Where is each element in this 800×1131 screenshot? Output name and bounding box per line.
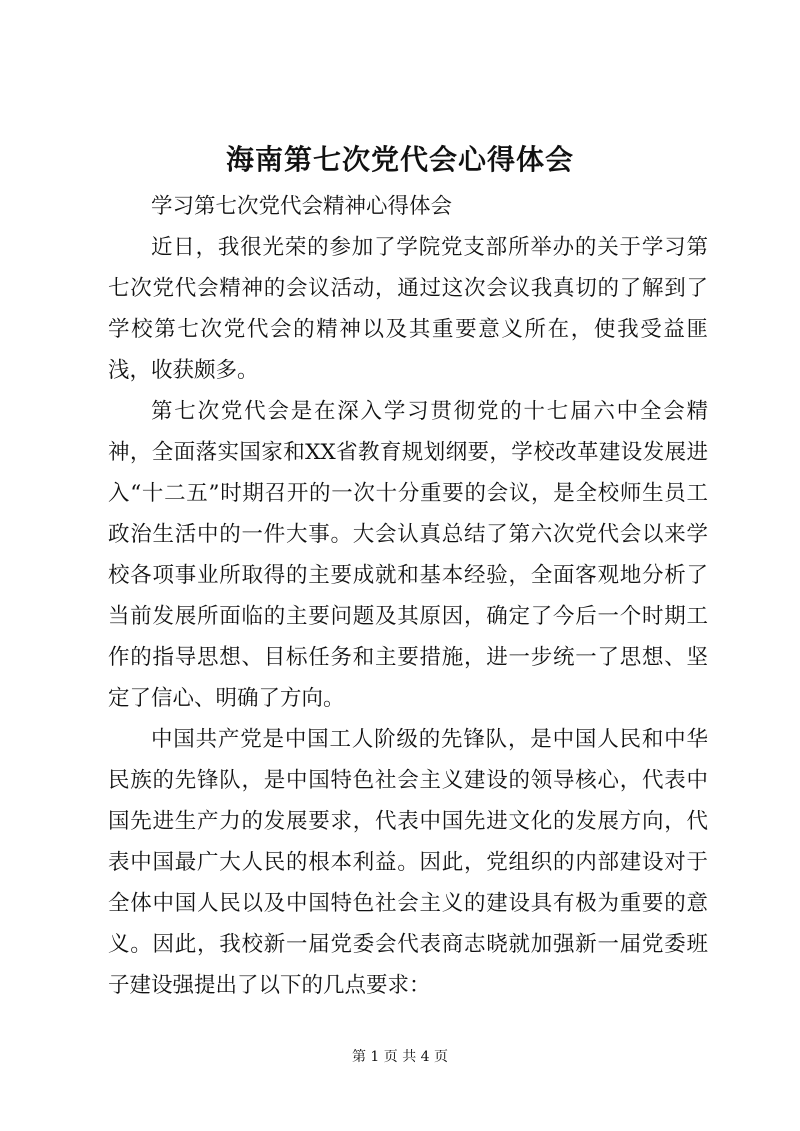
body-paragraph: 第七次党代会是在深入学习贯彻党的十七届六中全会精神，全面落实国家和XX省教育规划纲要，学校改革建设发展进入“十二五”时期召开的一次十分重要的会议，是全校师生员工政治生活中的一件大事。大会认真总结了第六次党代会以来学校各项事业所取得的主要成就和基本经验，全面客观地分析了当前发展所面临的主要问题及其原因，确定了今后一个时期工作的指导思想、目标任务和主要措施，进一步统一了思想、坚定了信心、明确了方向。 <box>108 399 708 711</box>
body-paragraph: 中国共产党是中国工人阶级的先锋队，是中国人民和中华民族的先锋队，是中国特色社会主义建设的领导核心，代表中国先进生产力的发展要求，代表中国先进文化的发展方向，代表中国最广大人民的根本利益。因此，党组织的内部建设对于全体中国人民以及中国特色社会主义的建设具有极为重要的意义。因此，我校新一届党委会代表商志晓就加强新一届党委班子建设强提出了以下的几点要求： <box>108 727 708 998</box>
subtitle-paragraph: 学习第七次党代会精神心得体会 <box>151 194 453 219</box>
body-paragraph: 近日，我很光荣的参加了学院党支部所举办的关于学习第七次党代会精神的会议活动，通过这次会议我真切的了解到了学校第七次党代会的精神以及其重要意义所在，使我受益匪浅，收获颇多。 <box>108 235 708 383</box>
document-title: 海南第七次党代会心得体会 <box>225 143 574 176</box>
page-number-footer: 第 1 页 共 4 页 <box>351 1049 449 1065</box>
document-body <box>108 186 708 1006</box>
